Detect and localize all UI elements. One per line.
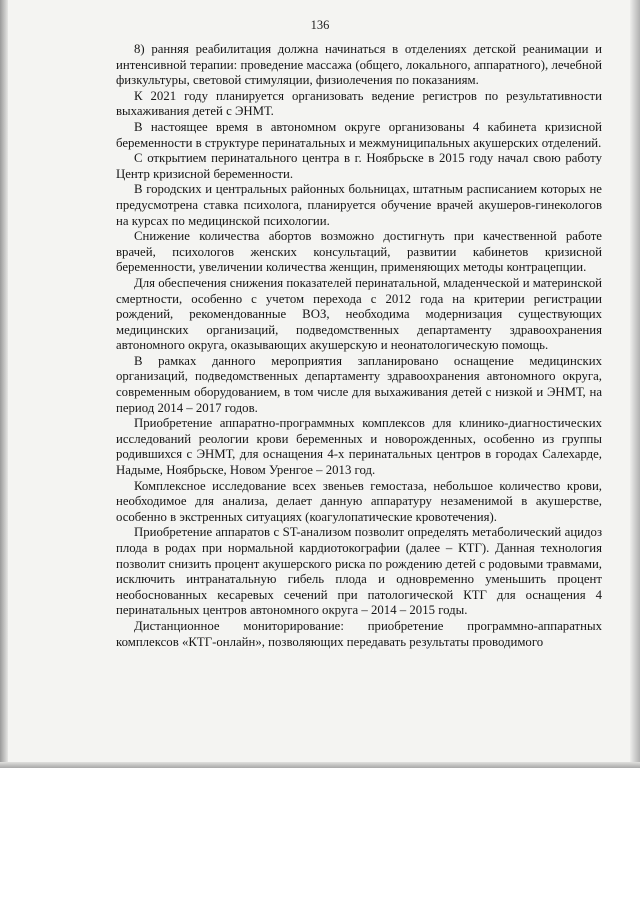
document-body bbox=[116, 42, 602, 650]
paragraph-hardware-complexes: Приобретение аппаратно-программных комплексов для клинико-диагностических исследований реологии крови беременных и новорожденных, особенно из группы родившихся с ЭНМТ, для оснащения 4-х перинатальных центров в городах Салехарде, Надыме, Ноябрьске, Новом Уренгое – 2013 год. bbox=[116, 416, 602, 478]
paragraph-crisis-offices: В настоящее время в автономном округе организованы 4 кабинета кризисной беременности в структуре перинатальных и межмуниципальных акушерских отделений. bbox=[116, 119, 602, 150]
paragraph-equipment: В рамках данного мероприятия запланировано оснащение медицинских организаций, подведомственных департаменту здравоохранения автономного округа, современным оборудованием, в том числе для выхаживания детей с низкой и ЭНМТ, на период 2014 – 2017 годов. bbox=[116, 353, 602, 415]
paragraph-remote-monitoring: Дистанционное мониторирование: приобретение программно-аппаратных комплексов «КТГ-онлайн», позволяющих передавать результаты проводимого bbox=[116, 618, 602, 649]
blank-area bbox=[0, 768, 640, 905]
scan-right-edge-shadow bbox=[630, 0, 640, 768]
page-number: 136 bbox=[310, 18, 330, 32]
scan-left-edge-shadow bbox=[0, 0, 8, 768]
paragraph-noyabrsk-center: С открытием перинатального центра в г. Ноябрьске в 2015 году начал свою работу Центр кризисной беременности. bbox=[116, 151, 602, 181]
paragraph-mortality-reduction: Для обеспечения снижения показателей перинатальной, младенческой и материнской смертности, особенно с учетом перехода с 2012 года на критерии регистрации рождений, рекомендованные ВОЗ, необходима модернизация существующих медицинских организаций, подведомственных департаменту здравоохранения автономного округа, оказывающих акушерскую и неонатологическую помощь. bbox=[116, 275, 602, 353]
paragraph-registers: К 2021 году планируется организовать ведение регистров по результативности выхаживания детей с ЭНМТ. bbox=[116, 88, 602, 119]
paragraph-psychology-training: В городских и центральных районных больницах, штатным расписанием которых не предусмотрена ставка психолога, планируется обучение врачей акушеров-гинекологов на курсах по медицинской психологии. bbox=[116, 182, 602, 228]
paragraph-st-analysis: Приобретение аппаратов с ST-анализом позволит определять метаболический ацидоз плода в родах при нормальной кардиотокографии (далее – КТГ). Данная технология позволит снизить процент акушерского риска по рождению детей с родовыми травмами, исключить интранатальную гибель плода и одновременно уменьшить процент необоснованных кесаревых сечений при патологической КТГ для оснащения 4 перинатальных центров автономного округа – 2014 – 2015 годы. bbox=[116, 525, 602, 618]
paragraph-hemostasis: Комплексное исследование всех звеньев гемостаза, небольшое количество крови, необходимое для анализа, делает данную аппаратуру незаменимой в акушерстве, особенно в экстренных ситуациях (коагулопатические кровотечения). bbox=[116, 478, 602, 524]
paragraph-abortion-reduction: Снижение количества абортов возможно достигнуть при качественной работе врачей, психологов женских консультаций, развитии кабинетов кризисной беременности, увеличении количества женщин, применяющих методы контрацепции. bbox=[116, 229, 602, 275]
paragraph-rehabilitation: 8) ранняя реабилитация должна начинаться в отделениях детской реанимации и интенсивной терапии: проведение массажа (общего, локального, аппаратного), лечебной физкультуры, световой стимуляции, физиолечения по показаниям. bbox=[116, 42, 602, 88]
